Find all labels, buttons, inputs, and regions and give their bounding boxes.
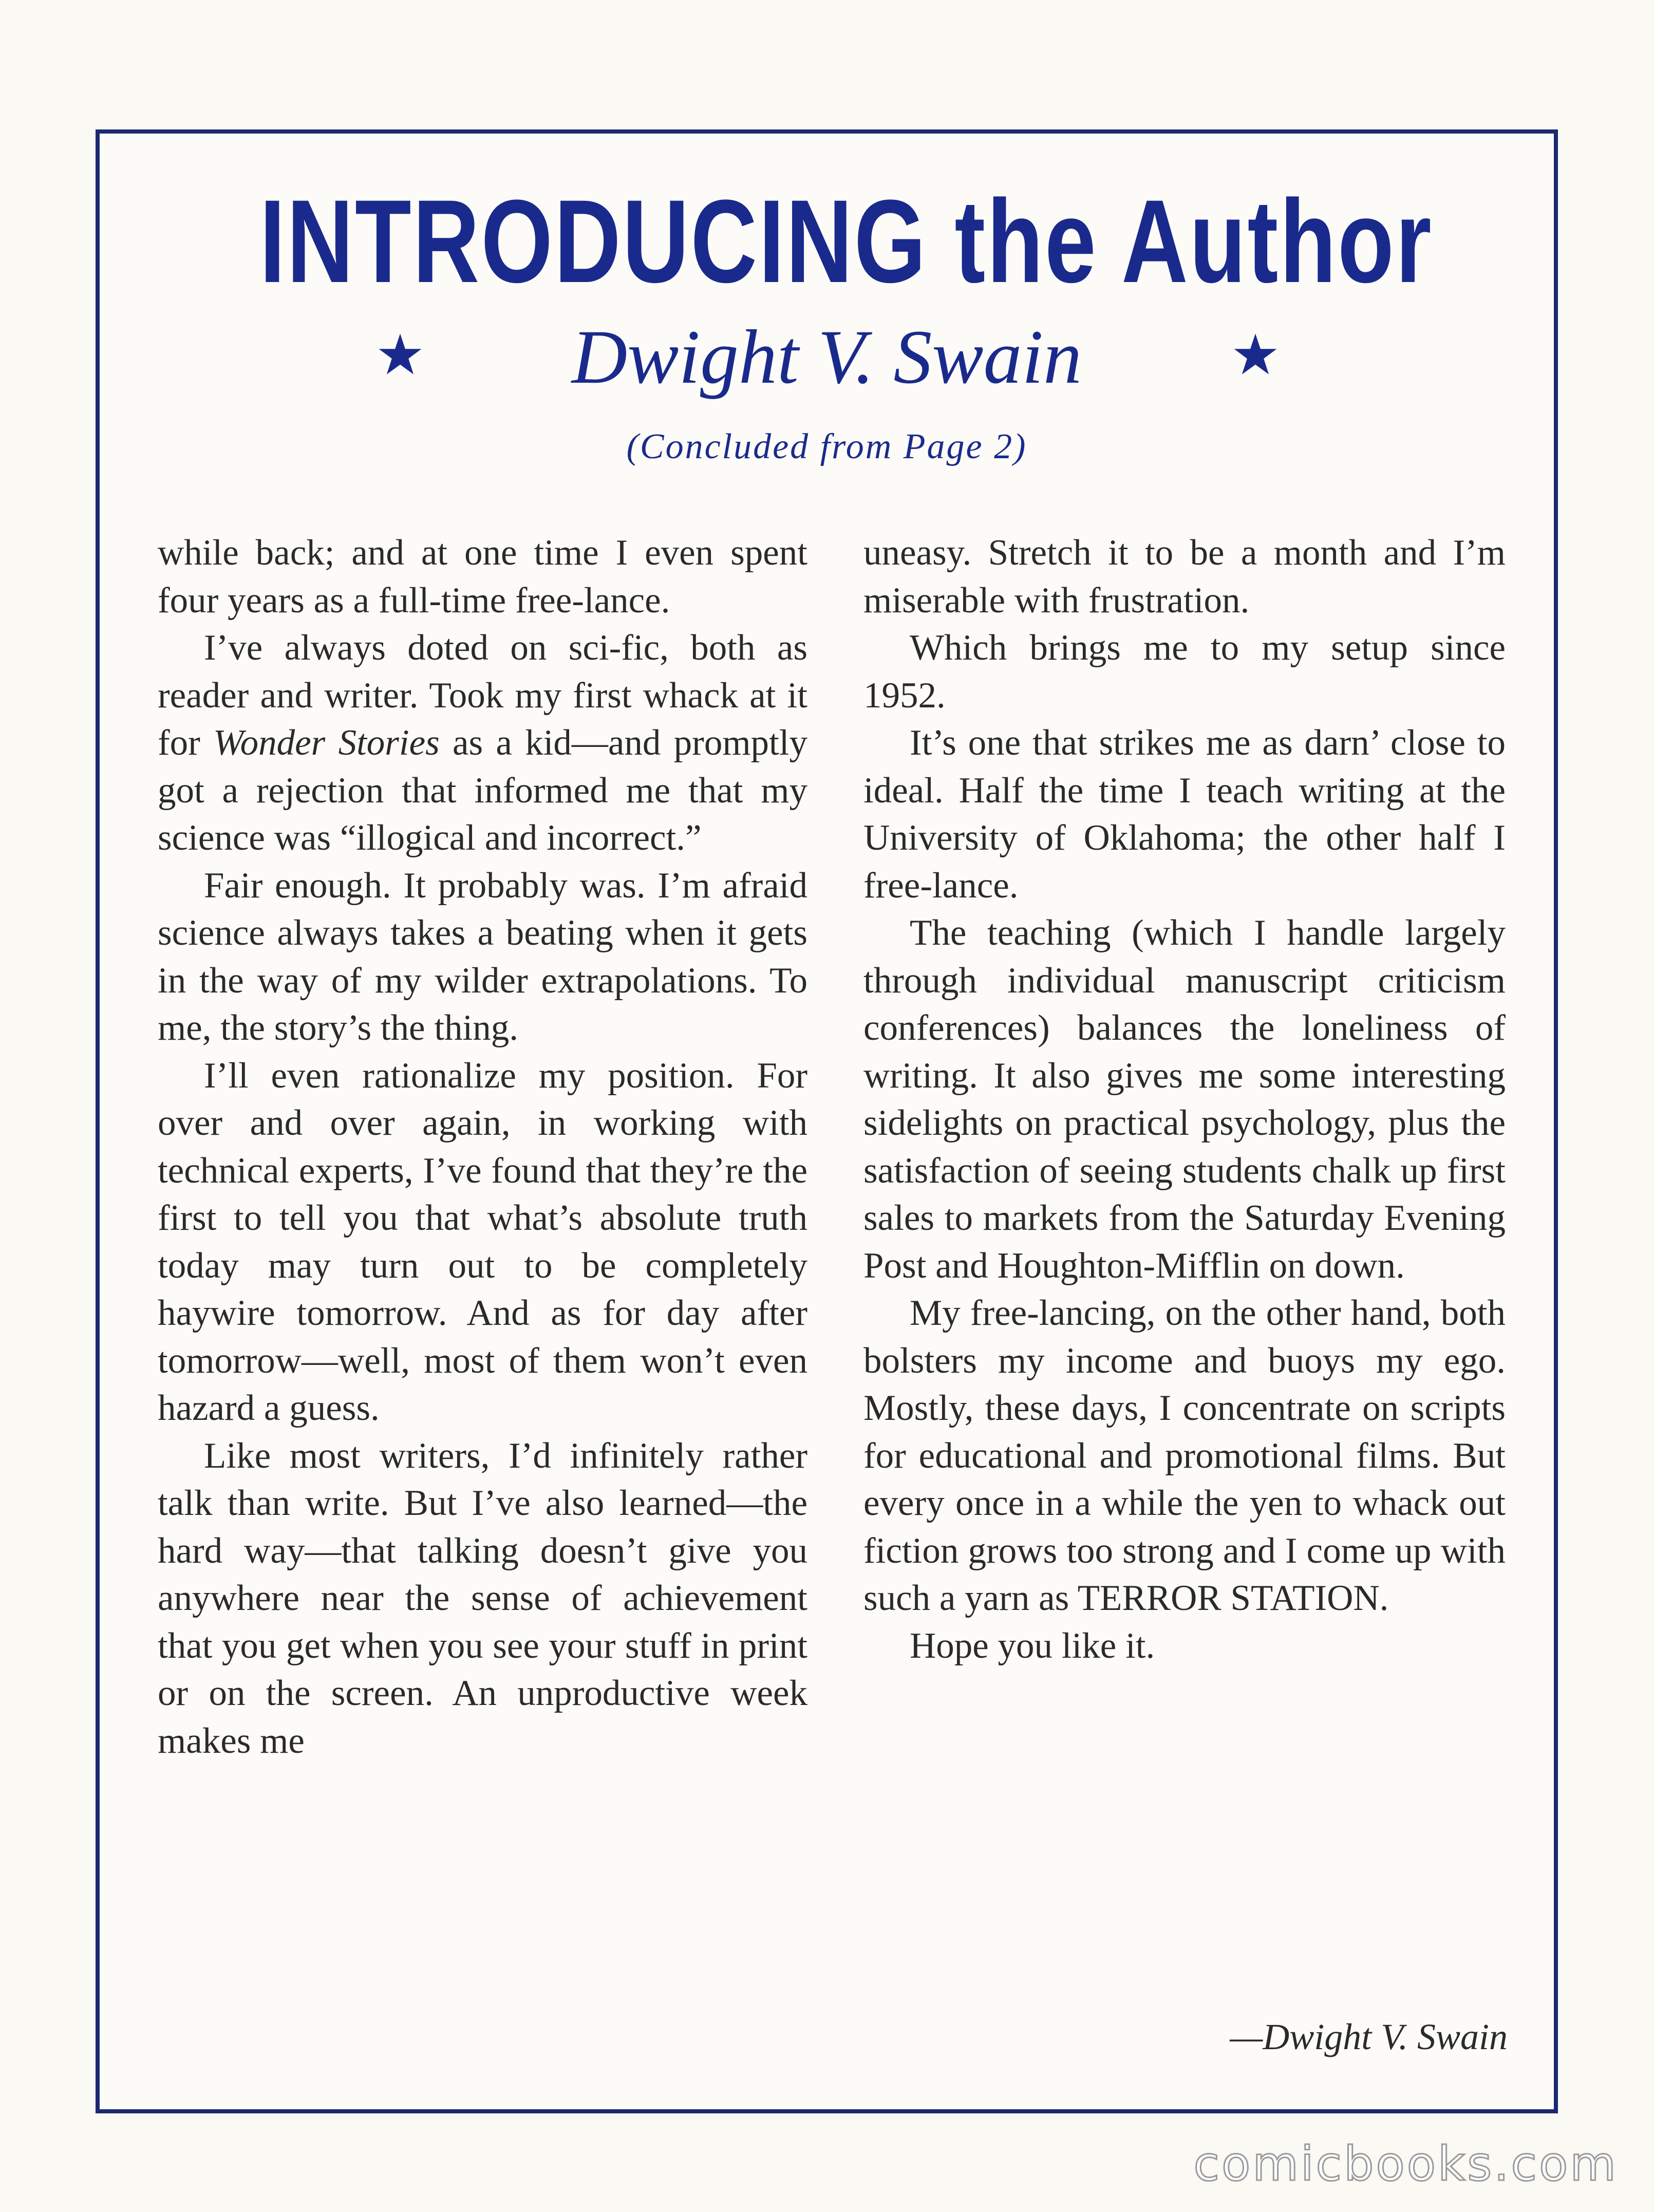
author-byline	[100, 306, 1554, 408]
paragraph: Hope you like it.	[910, 1625, 1155, 1666]
paragraph-text: as a kid—and promptly got a rejection that informed me that my science was “illogical and incorrect.”	[158, 723, 808, 858]
paragraph: The teaching (which I handle largely through individual manuscript criticism conferences) balances the loneliness of writing. It also gives me some interesting sidelights on practical psychology, plus the satisfaction of seeing students chalk up first sales to markets from the Saturday Evening Post and Houghton-Mifflin on down.	[863, 913, 1506, 1286]
paragraph	[158, 624, 807, 862]
author-name: Dwight V. Swain	[571, 314, 1082, 400]
paragraph: Like most writers, I’d infinitely rather talk than write. But I’ve also learned—the hard way—that talking doesn’t give you anywhere near the sense of achievement that you get when you see your stuff in print or on the screen. An unproductive week makes me	[158, 1435, 807, 1761]
paragraph: uneasy. Stretch it to be a month and I’m miserable with frustration.	[863, 533, 1506, 621]
page-title: INTRODUCING the Author	[259, 175, 1433, 307]
article-frame	[96, 129, 1558, 2113]
signature: —Dwight V. Swain	[1230, 2016, 1508, 2057]
paragraph: Fair enough. It probably was. I’m afraid science always takes a beating when it gets in the way of my wilder extrapolations. To me, the story’s the thing.	[158, 865, 807, 1048]
right-column	[863, 529, 1506, 1670]
magazine-title: Wonder Stories	[213, 723, 440, 763]
left-column	[158, 529, 807, 1765]
continued-note: (Concluded from Page 2)	[626, 427, 1027, 466]
watermark: comicbooks.com	[1193, 2136, 1618, 2191]
star-icon	[1232, 331, 1279, 378]
paragraph: while back; and at one time I even spent four years as a full-time free-lance.	[158, 533, 807, 621]
paragraph: I’ll even rationalize my position. For over and over again, in working with technical experts, I’ve found that they’re the first to tell you that what’s absolute truth today may turn out to be completely haywire tomorrow. And as for day after tomorrow—well, most of them won’t even hazard a guess.	[158, 1055, 807, 1428]
paragraph-text: I’ve always doted on sci-fic, both as reader and writer. Took my first whack at it for	[158, 628, 807, 763]
paragraph: My free-lancing, on the other hand, both bolsters my income and buoys my ego. Mostly, these days, I concentrate on scripts for educational and promotional films. But every once in a while the yen to whack out fiction grows too strong and I come up with such a yarn as TERROR STATION.	[863, 1293, 1506, 1618]
paragraph: It’s one that strikes me as darn’ close to ideal. Half the time I teach writing at the University of Oklahoma; the other half I free-lance.	[863, 723, 1506, 906]
paragraph: Which brings me to my setup since 1952.	[863, 628, 1506, 716]
